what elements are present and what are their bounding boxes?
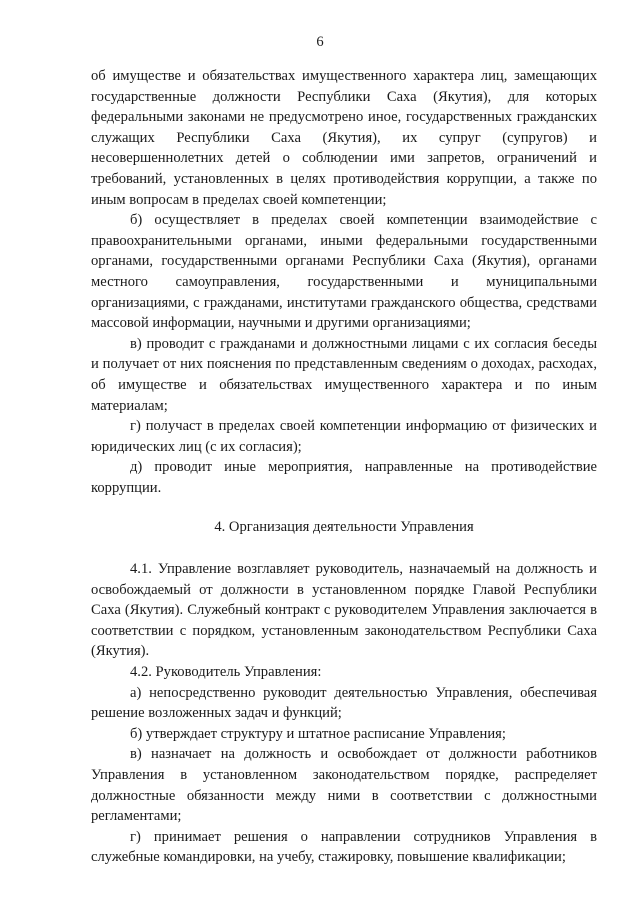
paragraph: 4.2. Руководитель Управления: bbox=[130, 664, 322, 681]
paragraph: в) назначает на должность и освобождает от должности работников Управления в установленном законодательством порядке, распределяет должностные обязанности между ними в соответствии с должностными регламентами; bbox=[91, 746, 597, 825]
paragraph: в) проводит с гражданами и должностными лицами с их согласия беседы и получает от них пояснения по представленным сведениям о доходах, расходах, об имуществе и обязательствах имущественного характера и по иным материалам; bbox=[91, 335, 597, 414]
page-number: 6 bbox=[316, 34, 324, 50]
section-heading: 4. Организация деятельности Управления bbox=[214, 519, 474, 536]
paragraph: д) проводит иные мероприятия, направленные на противодействие коррупции. bbox=[91, 459, 597, 496]
paragraph: г) принимает решения о направлении сотрудников Управления в служебные командировки, на учебу, стажировку, повышение квалификации; bbox=[91, 828, 597, 866]
paragraph: а) непосредственно руководит деятельностью Управления, обеспечивая решение возложенных задач и функций; bbox=[91, 684, 597, 722]
paragraph: г) получаст в пределах своей компетенции информацию от физических и юридических лиц (с их согласия); bbox=[91, 418, 597, 455]
paragraph: б) осуществляет в пределах своей компетенции взаимодействие с правоохранительными органами, иными федеральными государственными органами, государственными органами Республики Саха (Якутия), органами местного самоуправления, государственными и муниципальными организациями, с гражданами, институтами гражданского общества, средствами массовой информации, научными и другими организациями; bbox=[91, 212, 597, 332]
paragraph: б) утверждает структуру и штатное расписание Управления; bbox=[130, 725, 506, 742]
paragraph: 4.1. Управление возглавляет руководитель, назначаемый на должность и освобождаемый от должности в установленном порядке Главой Республики Саха (Якутия). Служебный контракт с руководителем Управления заключается в соответствии с порядком, установленным законодательством Республики Саха (Якутия). bbox=[91, 561, 597, 660]
document-body bbox=[91, 66, 597, 868]
paragraph: об имуществе и обязательствах имущественного характера лиц, замещающих государственные должности Республики Саха (Якутия), для которых федеральными законами не предусмотрено иное, государственных гражданских служащих Республики Саха (Якутия), их супруг (супругов) и несовершеннолетних детей о соблюдении ими запретов, ограничений и требований, установленных в целях противодействия коррупции, а также по иным вопросам в пределах своей компетенции; bbox=[91, 68, 597, 208]
